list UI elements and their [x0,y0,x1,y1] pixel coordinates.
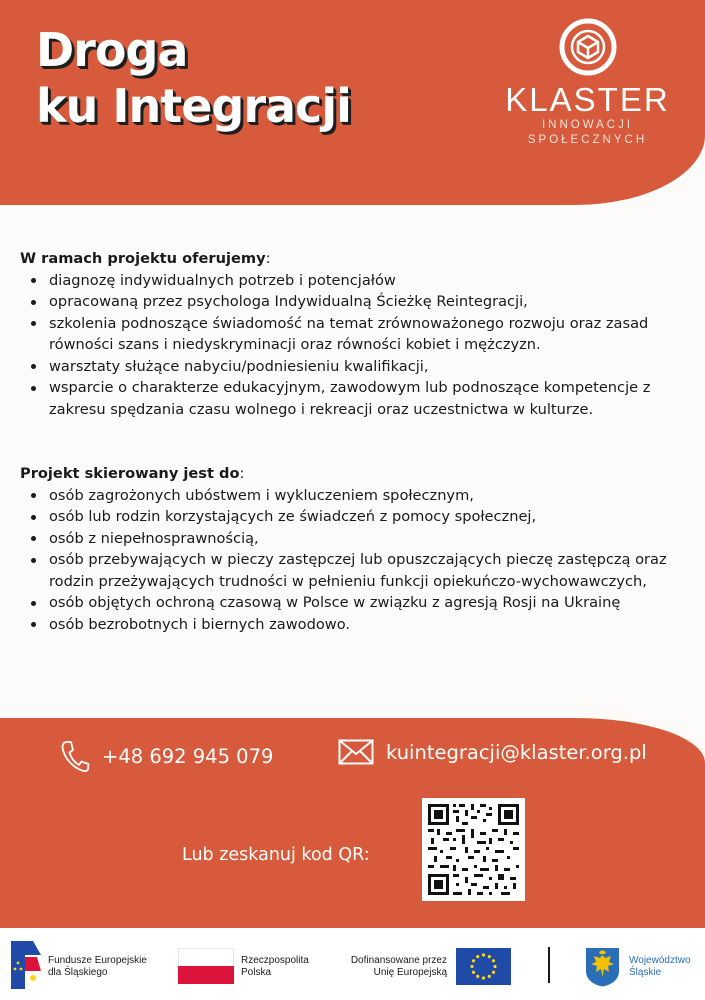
list-item: szkolenia podnoszące świadomość na temat zrównoważonego rozwoju oraz zasad równości szans i niedyskryminacji oraz równości kobiet i mężczyzn. [20,313,685,356]
email-address[interactable]: kuintegracji@klaster.org.pl [386,740,647,764]
list-item: opracowaną przez psychologa Indywidualną Ścieżkę Reintegracji, [20,291,685,313]
qr-code-icon [428,804,519,895]
ue-logo-text: Dofinansowane przez Unię Europejską [350,955,447,978]
qr-code[interactable] [422,798,525,901]
list-item: diagnozę indywidualnych potrzeb i potencjałów [20,270,685,292]
rp-logo-text: Rzeczpospolita Polska [241,955,309,978]
header-banner [0,0,705,205]
list-item: osób objętych ochroną czasową w Polsce w związku z agresją Rosji na Ukrainę [20,592,685,614]
fundusze-europejskie-icon [11,941,41,989]
target-section [20,463,685,635]
silesian-eagle-icon [585,947,620,987]
target-section-title: Projekt skierowany jest do: [20,465,245,482]
logo-subtitle-2: SPOŁECZNYCH [527,134,648,146]
logo-divider [548,947,550,983]
list-item: osób z niepełnosprawnością, [20,528,685,550]
offer-list [20,270,685,421]
list-item: osób zagrożonych ubóstwem i wykluczeniem społecznym, [20,485,685,507]
list-item: warsztaty służące nabyciu/podniesieniu kwalifikacji, [20,356,685,378]
ws-logo-text: Województwo Śląskie [629,955,691,978]
logo-subtitle-1: INNOWACJI [541,119,634,131]
logo-name: KLASTER [505,81,670,118]
title-line-2: ku Integracji [36,79,351,133]
list-item: osób bezrobotnych i biernych zawodowo. [20,614,685,636]
klaster-logo-icon [559,18,617,76]
polish-flag-icon [178,948,234,984]
email-contact[interactable] [338,739,647,765]
envelope-icon [338,739,374,765]
page-title [36,22,351,134]
eu-flag-icon [456,948,511,985]
phone-contact[interactable] [60,739,273,773]
fe-logo-text: Fundusze Europejskie dla Śląskiego [48,955,147,978]
list-item: wsparcie o charakterze edukacyjnym, zawodowym lub podnoszące kompetencje z zakresu spędzania czasu wolnego i rekreacji oraz uczestnictwa w kulturze. [20,377,685,420]
list-item: osób przebywających w pieczy zastępczej lub opuszczających pieczę zastępczą oraz rodzin przeżywających trudności w pełnieniu funkcji opiekuńczo-wychowawczych, [20,549,685,592]
phone-number[interactable]: +48 692 945 079 [102,744,274,768]
klaster-logo[interactable] [505,18,670,173]
target-list [20,485,685,636]
qr-label: Lub zeskanuj kod QR: [182,845,370,865]
phone-icon [60,739,90,773]
offer-section-title: W ramach projektu oferujemy: [20,250,271,267]
main-content [20,248,685,635]
title-line-1: Droga [36,23,188,77]
list-item: osób lub rodzin korzystających ze świadczeń z pomocy społecznej, [20,506,685,528]
funding-logos-bar [0,928,705,1000]
offer-section [20,248,685,420]
